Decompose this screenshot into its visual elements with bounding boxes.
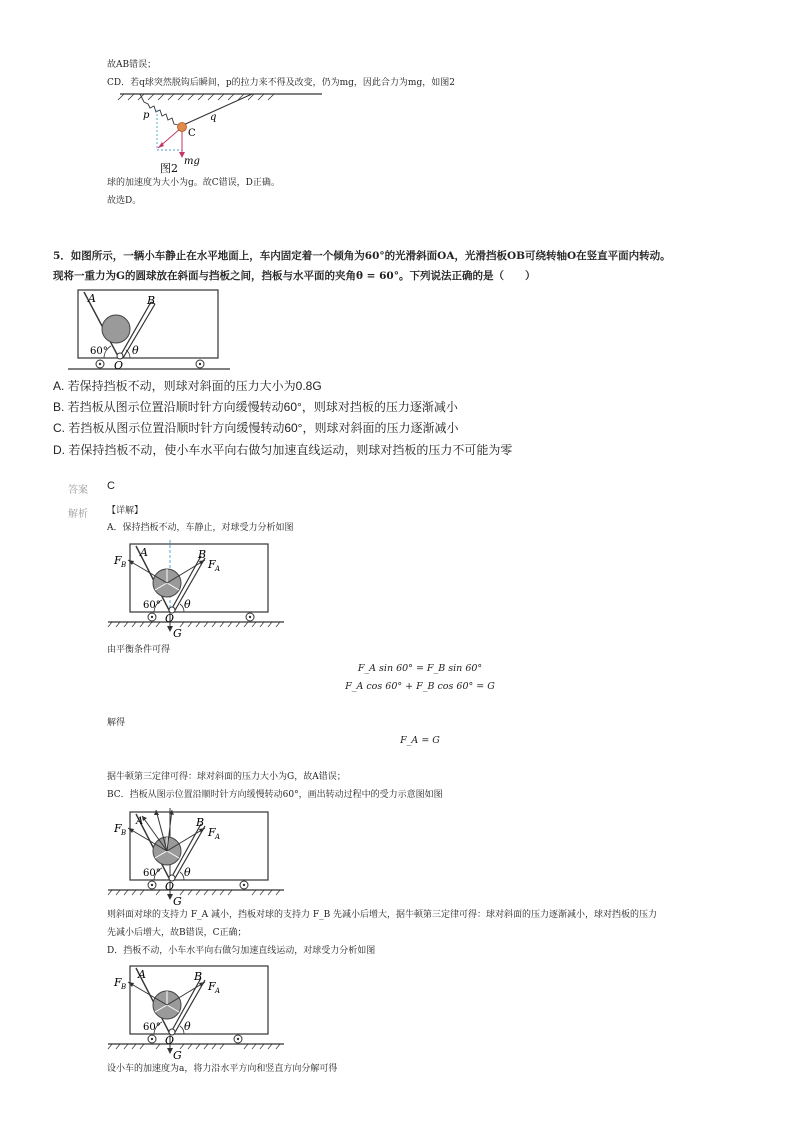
analysis-part-bc: BC．挡板从图示位置沿顺时针方向缓慢转动60°，画出转动过程中的受力示意图如图 bbox=[107, 790, 443, 800]
analysis-balance: 由平衡条件可得 bbox=[107, 645, 171, 655]
fig-a-label-b: B bbox=[198, 548, 207, 561]
fig-bc-fa: F bbox=[208, 826, 216, 839]
fig-a-fa: F bbox=[208, 558, 216, 571]
question-line-2: 现将一重力为G的圆球放在斜面与挡板之间，挡板与水平面的夹角θ = 60°。下列说法正确的是（ ） bbox=[53, 270, 536, 282]
analysis-concl-bc-2: 先减小后增大，故B错误，C正确； bbox=[107, 928, 247, 938]
analysis-part-d-2: 设小车的加速度为a，将力沿水平方向和竖直方向分解可得 bbox=[107, 1064, 338, 1074]
fig-d-fb: F bbox=[114, 976, 122, 989]
label-c: C bbox=[188, 128, 196, 139]
fig-a-label-o: O bbox=[165, 612, 175, 625]
fig-d-g: G bbox=[173, 1049, 182, 1060]
fig-a-angle: 60° bbox=[143, 600, 161, 611]
fig-a-g: G bbox=[173, 627, 182, 638]
fig-d-label-o: O bbox=[165, 1034, 175, 1047]
answer-value: C bbox=[107, 480, 115, 492]
fig-d-fa: F bbox=[208, 980, 216, 993]
fig2-caption: 图2 bbox=[160, 162, 178, 175]
label-q: q bbox=[210, 112, 217, 123]
fig-bc-label-o: O bbox=[165, 880, 175, 893]
fig-bc-theta: θ bbox=[184, 866, 191, 879]
fig-d-theta: θ bbox=[184, 1020, 191, 1033]
fig-d-angle: 60° bbox=[143, 1022, 161, 1033]
fig-a-label-a: A bbox=[140, 546, 148, 559]
analysis-figure-bc bbox=[106, 804, 286, 906]
analysis-solve: 解得 bbox=[107, 718, 126, 728]
option-c: C. 若挡板从图示位置沿顺时针方向缓慢转动60°，则球对斜面的压力逐渐减小 bbox=[53, 421, 459, 435]
question-line-1: 5．如图所示，一辆小车静止在水平地面上，车内固定着一个倾角为60°的光滑斜面OA，光滑挡板OB可绕转轴O在竖直平面内转动。 bbox=[53, 250, 671, 262]
fig-label-b: B bbox=[147, 294, 156, 307]
fig-label-o: O bbox=[114, 359, 124, 372]
fig-d-fa-sub: A bbox=[215, 987, 221, 995]
fig-bc-g: G bbox=[173, 895, 182, 906]
fig-d-label-b: B bbox=[194, 970, 203, 983]
prev-line-2: CD．若q球突然脱钩后瞬间，p的拉力来不得及改变，仍为mg，因此合力为mg，如图2 bbox=[107, 78, 455, 88]
analysis-concl-bc-1: 则斜面对球的支持力 F_A 减小，挡板对球的支持力 F_B 先减小后增大，据牛顿第三定律可得：球对斜面的压力逐渐减小，球对挡板的压力 bbox=[107, 910, 658, 920]
figure-2 bbox=[100, 88, 330, 178]
prev-line-4: 故选D。 bbox=[107, 196, 142, 206]
option-d: D. 若保持挡板不动，使小车水平向右做匀加速直线运动，则球对挡板的压力不可能为零 bbox=[53, 443, 513, 457]
fig-bc-fb: F bbox=[114, 822, 122, 835]
analysis-figure-d bbox=[106, 960, 286, 1060]
analysis-part-d: D．挡板不动，小车水平向右做匀加速直线运动，对球受力分析如图 bbox=[107, 946, 376, 956]
analysis-label: 解析 bbox=[68, 509, 88, 520]
equation-3: F_A = G bbox=[400, 735, 440, 746]
option-a: A. 若保持挡板不动，则球对斜面的压力大小为0.8G bbox=[53, 379, 322, 393]
question-figure bbox=[64, 286, 234, 372]
fig-bc-fa-sub: A bbox=[215, 833, 221, 841]
fig-bc-label-a: A bbox=[136, 816, 144, 827]
fig-d-fb-sub: B bbox=[121, 983, 127, 991]
fig-a-fb: F bbox=[114, 554, 122, 567]
answer-label: 答案 bbox=[68, 485, 88, 496]
fig-bc-fb-sub: B bbox=[121, 829, 127, 837]
equation-2: F_A cos 60° + F_B cos 60° = G bbox=[345, 681, 495, 692]
fig-angle-60: 60° bbox=[90, 346, 108, 357]
equation-1: F_A sin 60° = F_B sin 60° bbox=[357, 663, 483, 674]
fig-label-a: A bbox=[88, 292, 96, 305]
fig-d-label-a: A bbox=[138, 968, 146, 981]
label-p: p bbox=[143, 110, 150, 121]
fig-bc-label-b: B bbox=[196, 816, 205, 829]
fig-a-theta: θ bbox=[184, 598, 191, 611]
analysis-header: 【详解】 bbox=[107, 506, 144, 516]
prev-line-3: 球的加速度为大小为g。故C错误，D正确。 bbox=[107, 178, 280, 188]
fig-bc-angle: 60° bbox=[143, 868, 161, 879]
analysis-part-a: A．保持挡板不动，车静止，对球受力分析如图 bbox=[107, 523, 294, 533]
label-mg: mg bbox=[184, 156, 200, 167]
option-b: B. 若挡板从图示位置沿顺时针方向缓慢转动60°，则球对挡板的压力逐渐减小 bbox=[53, 400, 458, 414]
analysis-figure-a bbox=[106, 536, 286, 638]
analysis-concl-a: 据牛顿第三定律可得：球对斜面的压力大小为G，故A错误； bbox=[107, 772, 346, 782]
fig-a-fb-sub: B bbox=[121, 561, 127, 569]
fig-a-fa-sub: A bbox=[215, 565, 221, 573]
prev-line-1: 故AB错误； bbox=[107, 60, 157, 70]
fig-theta: θ bbox=[132, 344, 139, 357]
